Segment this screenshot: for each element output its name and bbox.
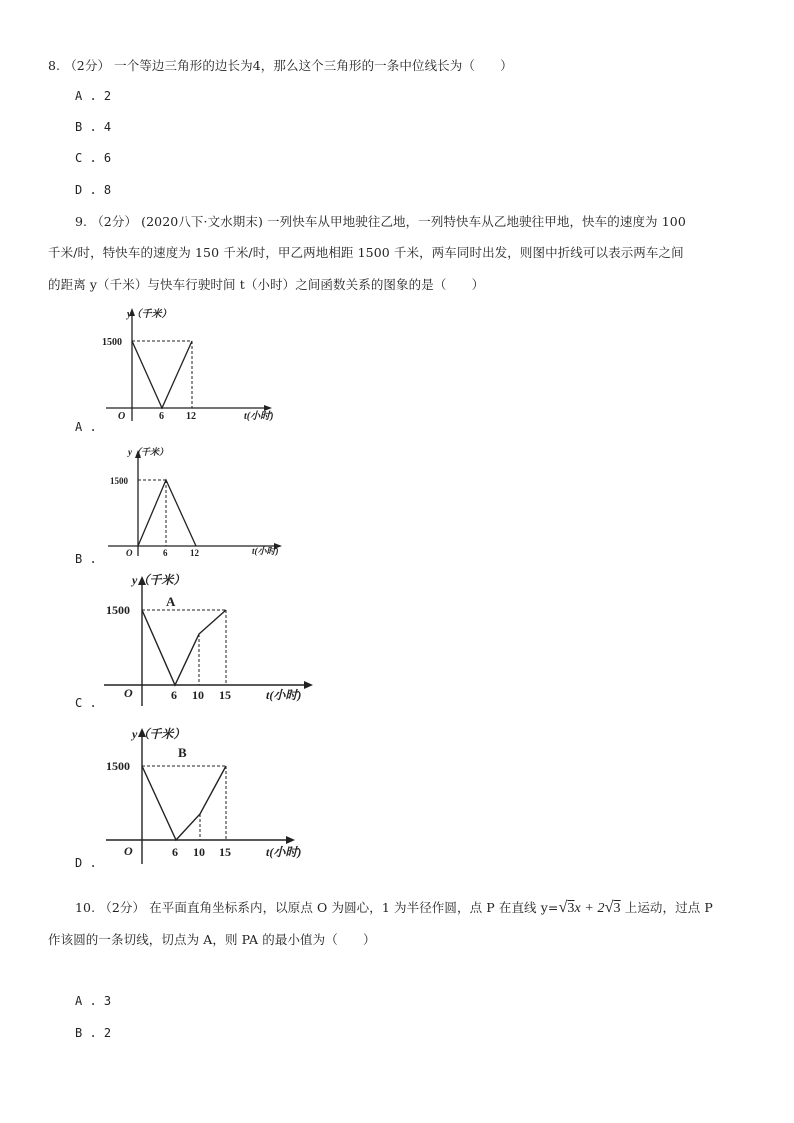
graph-c-ylabel: y（千米） <box>132 573 186 587</box>
graph-c-xtick-10: 10 <box>192 688 204 702</box>
graph-c-origin: O <box>124 686 133 700</box>
q8-option-b: B . 4 <box>75 120 112 134</box>
q8-option-a: A . 2 <box>75 89 112 103</box>
q10-formula-a: 3 <box>567 901 575 916</box>
graph-a-origin: O <box>118 411 126 422</box>
q10-option-b: B . 2 <box>75 1026 112 1040</box>
graph-option-b <box>100 442 290 560</box>
graph-option-a <box>100 303 280 425</box>
q9-option-d: D . <box>75 856 97 870</box>
q9-stem-line1: 9. （2分） (2020八下·文水期末) 一列快车从甲地驶往乙地，一列特快车从乙地驶往甲地，快车的速度为 100 <box>75 214 686 229</box>
graph-d-origin: O <box>124 844 133 858</box>
q10-stem-pre: 10. （2分） 在平面直角坐标系内，以原点 O 为圆心，1 为半径作圆，点 P 在直线 y= <box>75 900 559 915</box>
graph-a-xlabel: t(小时) <box>244 411 274 422</box>
q9-option-b: B . <box>75 552 97 566</box>
graph-d-ylabel: y（千米） <box>132 727 186 741</box>
graph-b-origin: O <box>126 548 133 558</box>
graph-d-xtick-15: 15 <box>219 845 231 859</box>
graph-d-xtick-6: 6 <box>172 845 178 859</box>
q9-stem-line3: 的距离 y（千米）与快车行驶时间 t（小时）之间函数关系的图象的是（ ） <box>48 277 485 292</box>
graph-option-d <box>100 724 320 866</box>
graph-a-ytick: 1500 <box>102 337 122 348</box>
graph-option-c <box>100 568 320 708</box>
q10-stem-line2: 作该圆的一条切线，切点为 A，则 PA 的最小值为（ ） <box>48 932 376 947</box>
graph-d-xlabel: t(小时) <box>266 845 302 859</box>
graph-b-ytick: 1500 <box>110 476 128 486</box>
graph-c-polyline <box>142 610 226 685</box>
graph-d-ytick: 1500 <box>106 759 130 773</box>
graph-a-polyline <box>132 341 192 408</box>
q8-stem: 8. （2分） 一个等边三角形的边长为4，那么这个三角形的一条中位线长为（ ） <box>48 58 513 73</box>
graph-c-xtick-15: 15 <box>219 688 231 702</box>
q10-stem-post: 上运动，过点 P <box>620 900 713 915</box>
q10-stem-line1 <box>75 898 713 917</box>
q9-option-a: A . <box>75 420 97 434</box>
graph-b-polyline <box>138 480 196 546</box>
graph-d-marker: B <box>178 745 187 760</box>
graph-c-ytick: 1500 <box>106 603 130 617</box>
q9-option-c: C . <box>75 696 97 710</box>
graph-b-ylabel: y（千米） <box>128 447 168 457</box>
graph-a-xtick-12: 12 <box>186 411 196 422</box>
graph-a-xtick-6: 6 <box>159 411 164 422</box>
q10-formula: √3x + 2√3 <box>558 899 621 916</box>
q8-option-c: C . 6 <box>75 151 112 165</box>
graph-c-xtick-6: 6 <box>171 688 177 702</box>
graph-a-ylabel: y（千米） <box>127 309 172 320</box>
graph-c-marker: A <box>166 594 176 609</box>
q10-formula-mid: x + 2 <box>574 901 605 916</box>
graph-d-polyline <box>142 766 226 840</box>
graph-b-xtick-6: 6 <box>163 548 168 558</box>
graph-b-xlabel: t(小时) <box>252 546 279 556</box>
q10-option-a: A . 3 <box>75 994 112 1008</box>
graph-b-xtick-12: 12 <box>190 548 199 558</box>
q8-option-d: D . 8 <box>75 183 112 197</box>
graph-c-xlabel: t(小时) <box>266 688 302 702</box>
q9-stem-line2: 千米/时，特快车的速度为 150 千米/时，甲乙两地相距 1500 千米，两车同时出发，则图中折线可以表示两车之间 <box>48 245 684 260</box>
q10-formula-b: 3 <box>613 901 621 916</box>
graph-d-xtick-10: 10 <box>193 845 205 859</box>
